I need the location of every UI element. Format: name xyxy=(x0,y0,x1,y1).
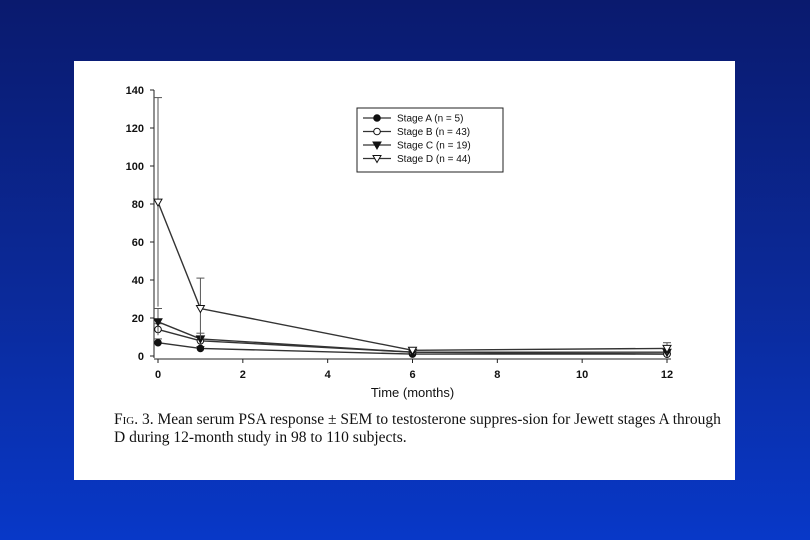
x-tick-label: 4 xyxy=(324,369,331,381)
x-tick-label: 0 xyxy=(154,369,162,381)
x-tick-label: 8 xyxy=(494,369,501,381)
data-point xyxy=(155,339,162,346)
y-tick-label: 40 xyxy=(131,275,144,287)
y-tick-label: 80 xyxy=(131,199,144,211)
y-tick-label: 60 xyxy=(131,237,144,249)
x-tick-label: 6 xyxy=(409,369,416,381)
legend-label: Stage C (n = 19) xyxy=(397,140,471,152)
legend-label: Stage D (n = 44) xyxy=(397,154,471,165)
y-tick-label: 140 xyxy=(125,85,144,97)
data-point xyxy=(374,115,381,122)
caption-text: Mean serum PSA response ± SEM to testosterone suppres-sion for Jewett stages A through D during 12-month study in 98 to 110 subjects. xyxy=(114,411,721,446)
x-tick-label: 12 xyxy=(660,369,674,381)
x-tick-label: 2 xyxy=(239,369,246,381)
figure-panel xyxy=(74,61,735,480)
figure-label: Fig. 3. xyxy=(114,411,154,428)
y-tick-label: 120 xyxy=(125,123,144,135)
data-point xyxy=(154,199,162,206)
psa-line-chart xyxy=(74,61,735,406)
chart-legend xyxy=(357,108,503,172)
x-axis-title: Time (months) xyxy=(370,385,455,400)
y-tick-label: 100 xyxy=(125,161,144,173)
y-tick-label: 20 xyxy=(131,313,144,325)
legend-label: Stage A (n = 5) xyxy=(397,113,464,125)
y-tick-label: 0 xyxy=(137,351,144,363)
data-point xyxy=(374,128,381,135)
series-line xyxy=(158,202,667,350)
figure-caption xyxy=(114,411,724,447)
data-point xyxy=(197,345,204,352)
x-tick-label: 10 xyxy=(576,369,589,381)
legend-label: Stage B (n = 43) xyxy=(397,127,471,138)
